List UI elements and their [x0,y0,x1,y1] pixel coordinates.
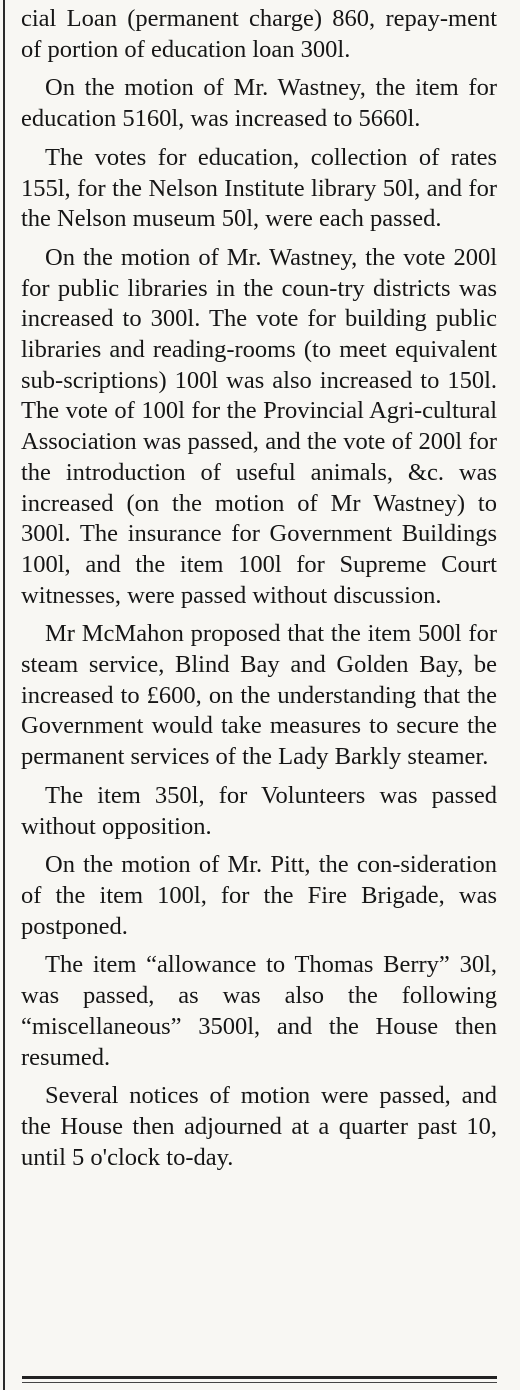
end-rule-thin [22,1382,497,1383]
paragraph-education-item: On the motion of Mr. Wastney, the item for education 5160l, was increased to 5660l. [21,74,497,133]
article-column [21,4,497,1181]
paragraph-continued-loan: cial Loan (permanent charge) 860, repay-ment of portion of education loan 300l. [21,5,497,63]
paragraph-steam-service: Mr McMahon proposed that the item 500l for steam service, Blind Bay and Golden Bay, be increased to £600, on the understanding that the Government would take measures to secure the permanent services of the Lady Barkly steamer. [21,620,497,771]
end-rule-thick [22,1376,497,1379]
paragraph-fire-brigade: On the motion of Mr. Pitt, the con-sideration of the item 100l, for the Fire Brigade, was postponed. [21,851,497,940]
column-rule-left [3,0,5,1390]
paragraph-votes-education: The votes for education, collection of rates 155l, for the Nelson Institute library 50l, and for the Nelson museum 50l, were each passed. [21,143,497,233]
paragraph-adjournment: Several notices of motion were passed, and the House then adjourned at a quarter past 10, until 5 o'clock to-day. [21,1082,497,1171]
paragraph-thomas-berry: The item “allowance to Thomas Berry” 30l, was passed, as was also the following “miscellaneous” 3500l, and the House then resumed. [21,951,497,1071]
paragraph-volunteers: The item 350l, for Volunteers was passed without opposition. [21,781,497,840]
paragraph-public-libraries: On the motion of Mr. Wastney, the vote 200l for public libraries in the coun-try districts was increased to 300l. The vote for building public libraries and reading-rooms (to meet equivalent sub-scriptions) 100l was also increased to 150l. The vote of 100l for the Provincial Agri-cultural Association was passed, and the vote of 200l for the introduction of useful animals, &c. was increased (on the motion of Mr Wastney) to 300l. The insurance for Government Buildings 100l, and the item 100l for Supreme Court witnesses, were passed without discussion. [21,243,497,609]
